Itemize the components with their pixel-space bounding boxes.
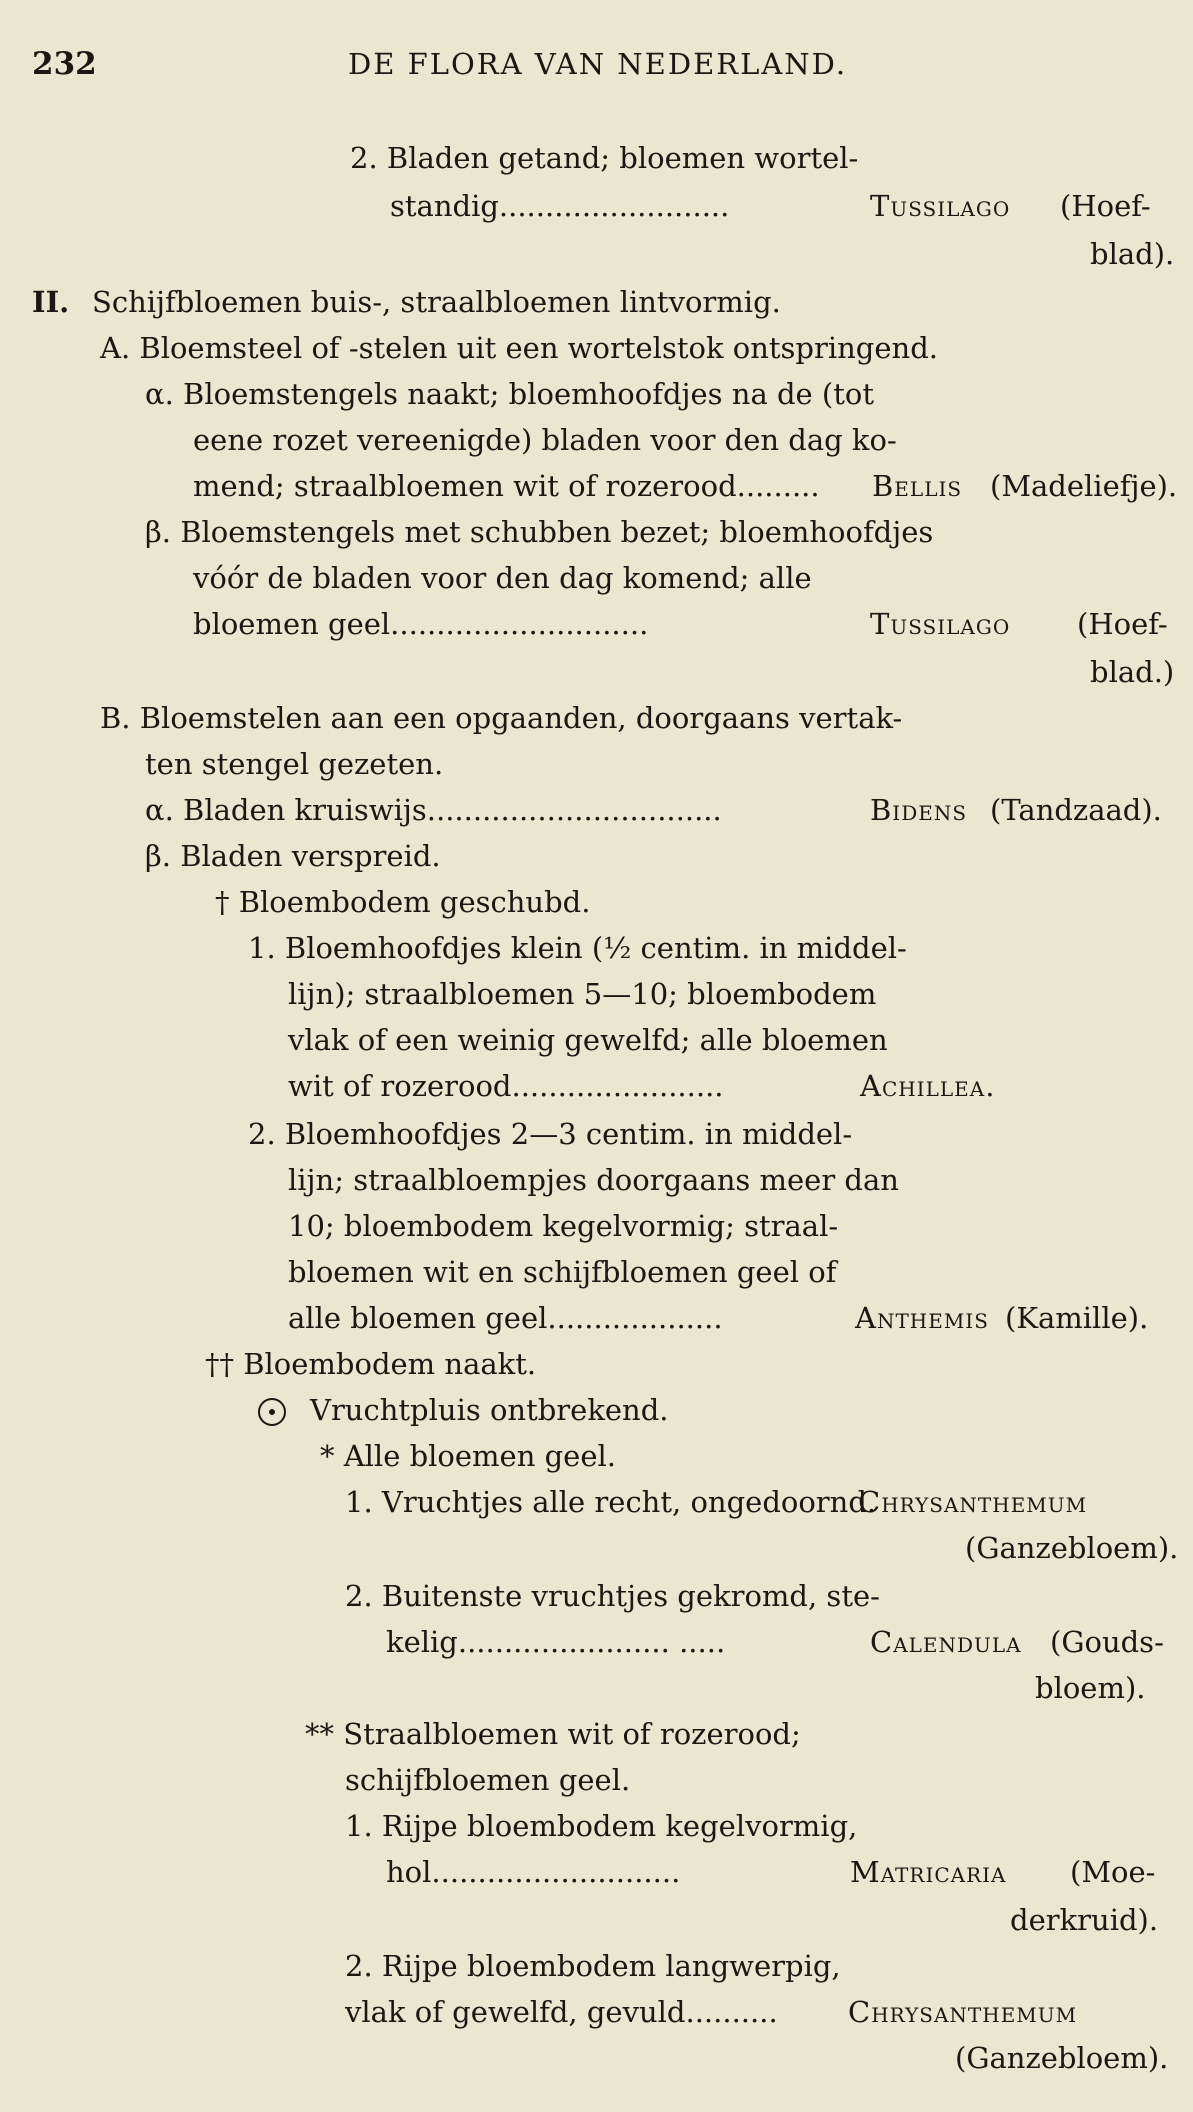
- text-line: † Bloembodem geschubd.: [215, 885, 591, 919]
- text-line: 2. Buitenste vruchtjes gekromd, ste-: [345, 1579, 880, 1613]
- genus-name: Calendula: [870, 1625, 1022, 1659]
- text-line: 1. Vruchtjes alle recht, ongedoornd. Chrysanthemum: [0, 1480, 1193, 1524]
- text-line: bloem).: [1035, 1671, 1146, 1705]
- text-line: hol........................... Matricaria (Moe-: [0, 1850, 1193, 1894]
- genus-name: Tussilago: [870, 607, 1011, 641]
- text-line: alle bloemen geel................... Anthemis (Kamille).: [0, 1296, 1193, 1340]
- genus-name: Chrysanthemum: [858, 1485, 1088, 1519]
- text-line: α. Bloemstengels naakt; bloemhoofdjes na de (tot: [145, 377, 874, 411]
- text-line: mend; straalbloemen wit of rozerood......... Bellis (Madeliefje).: [0, 464, 1193, 508]
- text-line: 10; bloembodem kegelvormig; straal-: [288, 1209, 839, 1243]
- text-line: standig......................... Tussilago (Hoef-: [0, 184, 1193, 228]
- text-line: 1. Rijpe bloembodem kegelvormig,: [345, 1809, 858, 1843]
- text-line: bloemen geel............................ Tussilago (Hoef-: [0, 602, 1193, 646]
- text-line: 1. Bloemhoofdjes klein (½ centim. in middel-: [248, 931, 907, 965]
- text-line: ten stengel gezeten.: [145, 747, 444, 781]
- text-line: Vruchtpluis ontbrekend.: [0, 1388, 1193, 1432]
- text-line: kelig....................... ..... Calendula (Gouds-: [0, 1620, 1193, 1664]
- genus-name: Bidens: [870, 793, 968, 827]
- text-line: β. Bloemstengels met schubben bezet; bloemhoofdjes: [145, 515, 934, 549]
- running-title: DE FLORA VAN NEDERLAND.: [348, 47, 848, 81]
- genus-name: Bellis: [872, 469, 963, 503]
- annual-plant-icon: [258, 1398, 286, 1426]
- text-line: bloemen wit en schijfbloemen geel of: [288, 1255, 837, 1289]
- text-line: A. Bloemsteel of -stelen uit een wortelstok ontspringend.: [100, 331, 938, 365]
- text-line: (Ganzebloem).: [955, 2041, 1169, 2075]
- genus-name: Chrysanthemum: [848, 1995, 1078, 2029]
- text-line: eene rozet vereenigde) bladen voor den dag ko-: [193, 423, 897, 457]
- text-line: blad).: [1090, 237, 1175, 271]
- page-header: [0, 42, 1193, 86]
- text-line: B. Bloemstelen aan een opgaanden, doorgaans vertak-: [100, 701, 903, 735]
- text-line: lijn); straalbloemen 5—10; bloembodem: [288, 977, 877, 1011]
- genus-name: Anthemis: [855, 1301, 989, 1335]
- text-line: ** Straalbloemen wit of rozerood;: [305, 1717, 801, 1751]
- text-line: lijn; straalbloempjes doorgaans meer dan: [288, 1163, 899, 1197]
- text-line: (Ganzebloem).: [965, 1531, 1179, 1565]
- text-line: β. Bladen verspreid.: [145, 839, 441, 873]
- text-line: * Alle bloemen geel.: [320, 1439, 616, 1473]
- text-line: 2. Rijpe bloembodem langwerpig,: [345, 1949, 841, 1983]
- genus-name: Tussilago: [870, 189, 1011, 223]
- genus-name: Matricaria: [850, 1855, 1007, 1889]
- text-line: vlak of een weinig gewelfd; alle bloemen: [288, 1023, 888, 1057]
- text-line: vóór de bladen voor den dag komend; alle: [193, 561, 812, 595]
- text-line: vlak of gewelfd, gevuld.......... Chrysanthemum: [0, 1990, 1193, 2034]
- text-line: wit of rozerood....................... Achillea.: [0, 1064, 1193, 1108]
- page-number: 232: [32, 46, 97, 82]
- text-line: derkruid).: [1010, 1903, 1159, 1937]
- text-line: schijfbloemen geel.: [345, 1763, 631, 1797]
- genus-name: Achillea.: [860, 1069, 996, 1103]
- section-heading: II. Schijfbloemen buis-, straalbloemen lintvormig.: [32, 285, 781, 319]
- text-line: 2. Bloemhoofdjes 2—3 centim. in middel-: [248, 1117, 853, 1151]
- text-line: †† Bloembodem naakt.: [205, 1347, 537, 1381]
- text-line: α. Bladen kruiswijs................................ Bidens (Tandzaad).: [0, 788, 1193, 832]
- text-line: 2. Bladen getand; bloemen wortel-: [350, 141, 859, 175]
- text-line: blad.): [1090, 655, 1175, 689]
